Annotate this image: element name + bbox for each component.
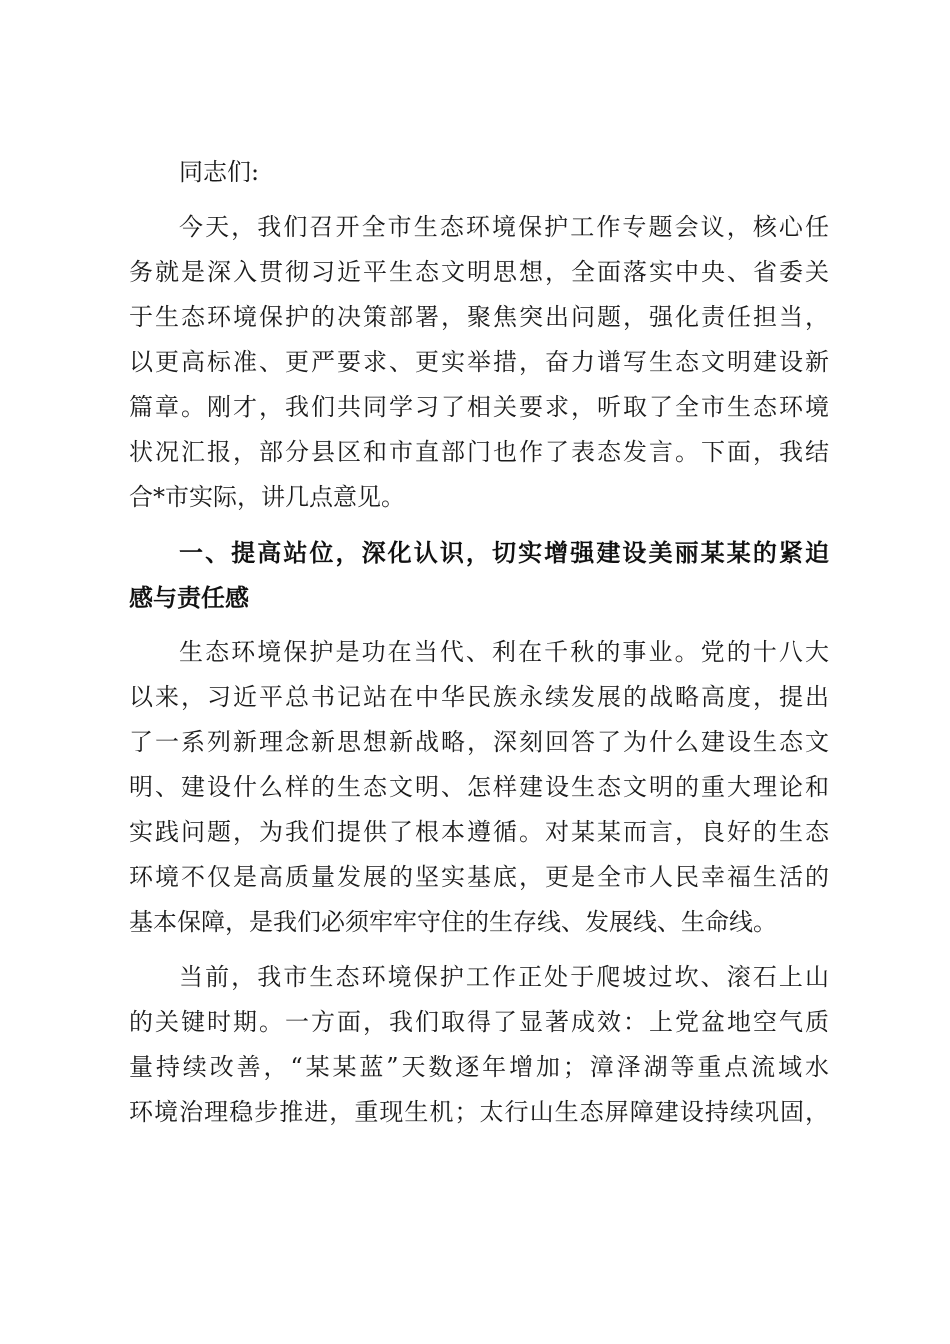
paragraph-line: 篇章。刚才，我们共同学习了相关要求，听取了全市生态环境 bbox=[129, 393, 829, 421]
paragraph-line: 基本保障，是我们必须牢牢守住的生存线、发展线、生命线。 bbox=[129, 908, 777, 936]
paragraph-line: 的关键时期。一方面，我们取得了显著成效：上党盆地空气质 bbox=[129, 1008, 829, 1036]
paragraph-line: 合*市实际，讲几点意见。 bbox=[129, 483, 405, 511]
paragraph-line: 量持续改善，“某某蓝”天数逐年增加；漳泽湖等重点流域水 bbox=[129, 1053, 829, 1081]
paragraph-line: 务就是深入贯彻习近平生态文明思想，全面落实中央、省委关 bbox=[129, 258, 829, 286]
paragraph-line: 以更高标准、更严要求、更实举措，奋力谱写生态文明建设新 bbox=[129, 348, 829, 376]
paragraph-line: 明、建设什么样的生态文明、怎样建设生态文明的重大理论和 bbox=[129, 773, 829, 801]
paragraph-line: 于生态环境保护的决策部署，聚焦突出问题，强化责任担当， bbox=[129, 303, 829, 331]
paragraph-line: 今天，我们召开全市生态环境保护工作专题会议，核心任 bbox=[179, 213, 829, 241]
paragraph-intro bbox=[129, 205, 829, 520]
paragraph-line: 当前，我市生态环境保护工作正处于爬坡过坎、滚石上山 bbox=[179, 963, 829, 991]
salutation: 同志们: bbox=[179, 158, 260, 186]
paragraph-section1-b bbox=[129, 955, 829, 1135]
section-heading-1 bbox=[129, 530, 829, 620]
paragraph-line: 实践问题，为我们提供了根本遵循。对某某而言，良好的生态 bbox=[129, 818, 829, 846]
heading-line: 一、提高站位，深化认识，切实增强建设美丽某某的紧迫 bbox=[179, 538, 829, 567]
document-body bbox=[129, 150, 829, 1135]
paragraph-section1-a bbox=[129, 630, 829, 945]
paragraph-line: 环境治理稳步推进，重现生机；太行山生态屏障建设持续巩固， bbox=[129, 1098, 829, 1126]
heading-line: 感与责任感 bbox=[129, 583, 249, 612]
paragraph-line: 状况汇报，部分县区和市直部门也作了表态发言。下面，我结 bbox=[129, 438, 829, 466]
paragraph-line: 环境不仅是高质量发展的坚实基底，更是全市人民幸福生活的 bbox=[129, 863, 829, 891]
paragraph-line: 生态环境保护是功在当代、利在千秋的事业。党的十八大 bbox=[179, 638, 829, 666]
paragraph-line: 以来，习近平总书记站在中华民族永续发展的战略高度，提出 bbox=[129, 683, 829, 711]
paragraph-line: 了一系列新理念新思想新战略，深刻回答了为什么建设生态文 bbox=[129, 728, 829, 756]
